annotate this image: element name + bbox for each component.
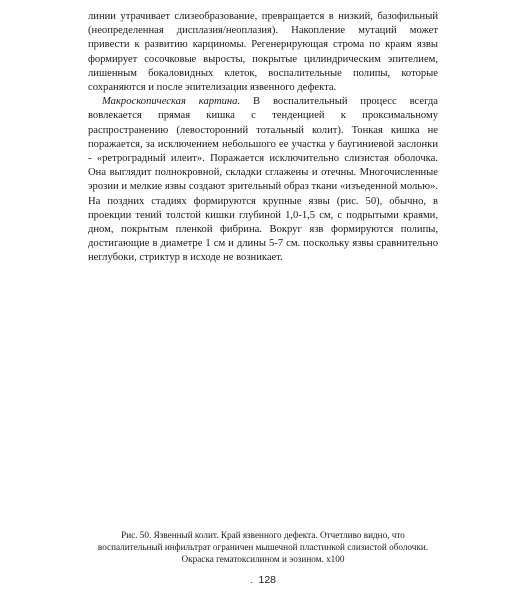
caption-line-2: воспалительный инфильтрат ограничен мышечной пластинкой слизистой оболочки. (97, 542, 429, 553)
paragraph-2 (88, 95, 438, 265)
caption-line-3: Окраска гематоксилином и эозином. х100 (181, 554, 345, 565)
body-text (88, 10, 438, 266)
figure-placeholder (88, 270, 438, 520)
page-number-value: 128 (258, 574, 277, 586)
section-heading-macroscopic: Макроскопическая картина. (102, 96, 241, 108)
paragraph-1: линии утрачивает слизеобразование, превращается в низкий, базофильный (неопределенная дисплазия/неоплазия). Накопление мутаций может привести к развитию карциномы. Регенерирующая строма по краям язвы формирует сосочковые выросты, покрытые цилиндрическим эпителием, лишенным бокаловидных клеток, воспалительные полипы, которые сохраняются и после эпителизации язвенного дефекта. (88, 11, 438, 94)
paragraph-2-text: В воспалительный процесс всегда вовлекается прямая кишка с тенденцией к проксимальному распространению (левосторонний тотальный колит). Тонкая кишка не поражается, за исключением небольшого ее участка у баугиниевой заслонки - «ретроградный илеит». Поражается исключительно слизистая оболочка. Она выглядит полнокровной, складки сглажены и отечны. Многочисленные эрозии и мелкие язвы создают зрительный образ ткани «изъеденной молью». На поздних стадиях формируются крупные язвы (рис. 50), обычно, в проекции тений толстой кишки глубиной 1,0-1,5 см, с подрытыми краями, дном, покрытым пленкой фибрина. Вокруг язв формируются полипы, достигающие в диаметре 1 см и длины 5-7 см. поскольку язвы сравнительно неглубоки, стриктур в исходе не возникает. (88, 96, 438, 264)
page-number (0, 574, 526, 586)
figure-caption (88, 529, 438, 566)
caption-line-1: Рис. 50. Язвенный колит. Край язвенного дефекта. Отчетливо видно, что (121, 530, 405, 540)
page-mark-icon: . (249, 575, 253, 585)
